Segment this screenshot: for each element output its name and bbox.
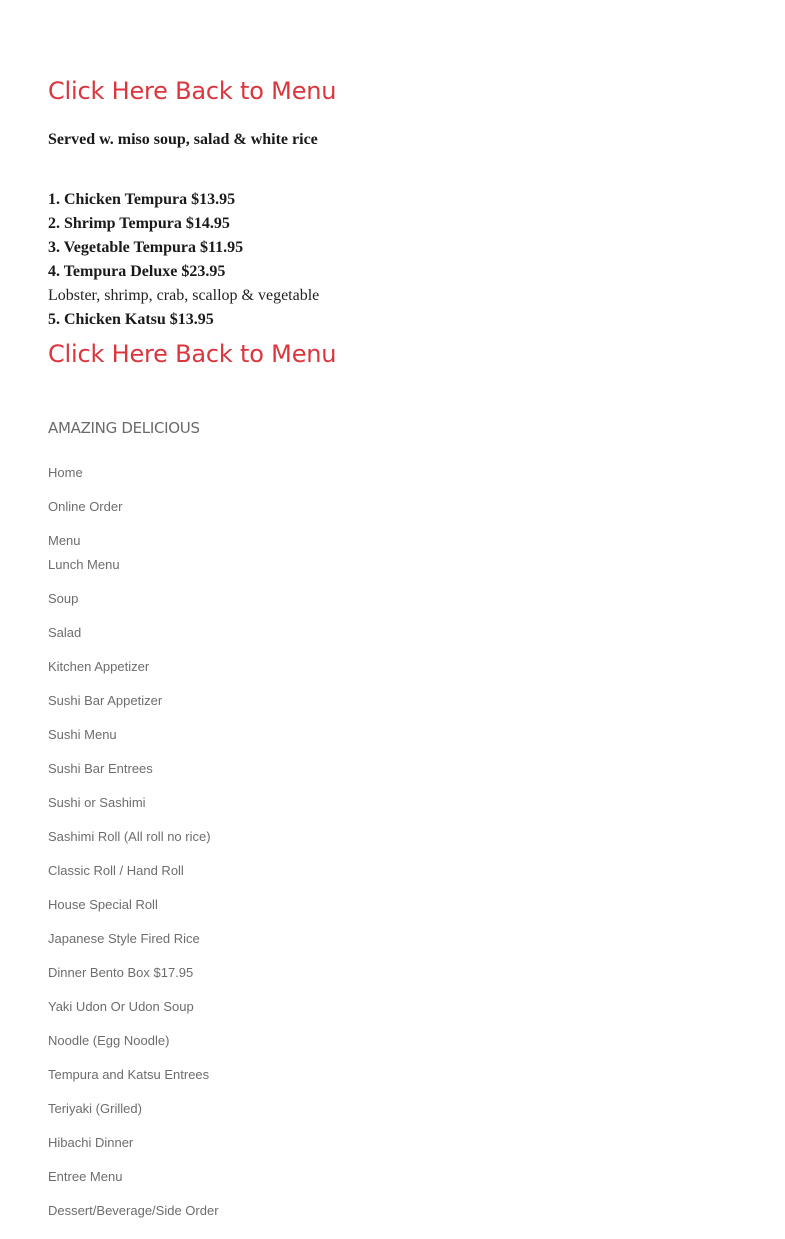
widget-title: AMAZING DELICIOUS (48, 419, 200, 437)
site-nav (48, 463, 219, 1235)
nav-item-salad[interactable]: Salad (48, 625, 82, 640)
nav-item-online-order[interactable]: Online Order (48, 499, 123, 514)
nav-item-teriyaki[interactable]: Teriyaki (Grilled) (48, 1101, 142, 1116)
nav-item-sashimi-roll[interactable]: Sashimi Roll (All roll no rice) (48, 829, 211, 844)
nav-item-tempura-katsu[interactable]: Tempura and Katsu Entrees (48, 1067, 210, 1082)
nav-item-sushi-bar-appetizer[interactable]: Sushi Bar Appetizer (48, 693, 163, 708)
nav-item-home[interactable]: Home (48, 465, 83, 480)
nav-item-bento-box[interactable]: Dinner Bento Box $17.95 (48, 965, 194, 980)
served-note: Served w. miso soup, salad & white rice (48, 131, 318, 148)
back-to-menu-link-top[interactable]: Click Here Back to Menu (48, 77, 337, 105)
nav-item-kitchen-appetizer[interactable]: Kitchen Appetizer (48, 659, 150, 674)
nav-item-lunch-menu[interactable]: Lunch Menu (48, 557, 120, 572)
back-to-menu-link-bottom[interactable]: Click Here Back to Menu (48, 340, 337, 368)
nav-item-sushi-menu[interactable]: Sushi Menu (48, 727, 117, 742)
menu-item: 4. Tempura Deluxe $23.95 (48, 263, 226, 280)
menu-item: 3. Vegetable Tempura $11.95 (48, 239, 244, 256)
nav-item-soup[interactable]: Soup (48, 591, 79, 606)
nav-item-hibachi-dinner[interactable]: Hibachi Dinner (48, 1135, 134, 1150)
nav-item-yaki-udon[interactable]: Yaki Udon Or Udon Soup (48, 999, 194, 1014)
nav-item-menu[interactable]: Menu (48, 533, 81, 548)
nav-item-sushi-or-sashimi[interactable]: Sushi or Sashimi (48, 795, 146, 810)
menu-item: 2. Shrimp Tempura $14.95 (48, 215, 230, 232)
nav-item-entree-menu[interactable]: Entree Menu (48, 1169, 123, 1184)
nav-item-noodle[interactable]: Noodle (Egg Noodle) (48, 1033, 170, 1048)
menu-item-description: Lobster, shrimp, crab, scallop & vegetable (48, 287, 320, 304)
nav-item-classic-roll[interactable]: Classic Roll / Hand Roll (48, 863, 184, 878)
tempura-menu-list (48, 188, 319, 332)
nav-item-fried-rice[interactable]: Japanese Style Fired Rice (48, 931, 200, 946)
menu-item: 5. Chicken Katsu $13.95 (48, 311, 214, 328)
menu-item: 1. Chicken Tempura $13.95 (48, 191, 236, 208)
nav-item-dessert-beverage[interactable]: Dessert/Beverage/Side Order (48, 1203, 219, 1218)
nav-item-house-special-roll[interactable]: House Special Roll (48, 897, 158, 912)
nav-item-sushi-bar-entrees[interactable]: Sushi Bar Entrees (48, 761, 153, 776)
